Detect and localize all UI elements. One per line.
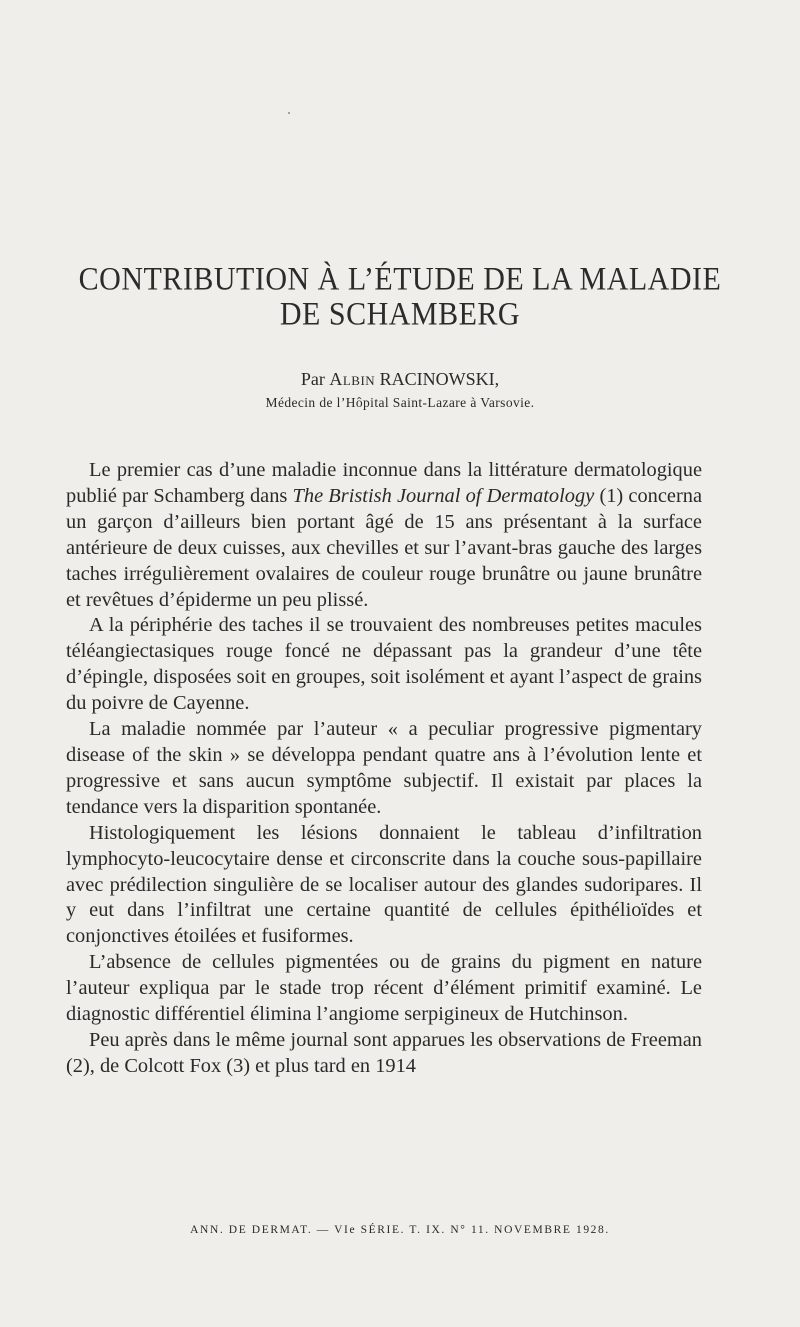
article-title-line-2: DE SCHAMBERG (279, 296, 521, 333)
paragraph-3: La maladie nommée par l’auteur « a peculiar progressive pigmentary disease of the skin » se développa pendant quatre ans à l’évolution lente et progressive et sans aucun symptôme subjectif. Il existait par places la tendance vers la disparition spontanée. (66, 718, 702, 818)
running-footer: ANN. DE DERMAT. — VIe SÉRIE. T. IX. N° 11. NOVEMBRE 1928. (190, 1224, 610, 1236)
author-byline (60, 368, 740, 390)
paragraph-1-text-b: (1) concerna un garçon d’ailleurs bien portant âgé de 15 ans présentant à la surface antérieure de deux cuisses, aux chevilles et sur l’avant-bras gauche des larges taches irrégulièrement ovalaires de couleur rouge brunâtre ou jaune brunâtre et revêtues d’épiderme un peu plissé. (66, 484, 702, 611)
paragraph-1-text-a: Le premier cas d’une maladie inconnue dans la littérature dermatologique publié par Schamberg dans (66, 459, 702, 507)
page-speck (288, 112, 290, 114)
paragraph-2: A la périphérie des taches il se trouvaient des nombreuses petites macules téléangiectasiques rouge foncé ne dépassant pas la grandeur d’une tête d’épingle, disposées soit en groupes, soit isolément et ayant l’aspect de grains du poivre de Cayenne. (66, 614, 702, 715)
paragraph-5: L’absence de cellules pigmentées ou de grains du pigment en nature l’auteur expliqua par le stade trop récent d’élément primitif examiné. Le diagnostic différentiel élimina l’angiome serpigineux de Hutchinson. (66, 951, 702, 1026)
article-title-line-1: CONTRIBUTION À L’ÉTUDE DE LA MALADIE (78, 261, 722, 298)
article-body (66, 458, 702, 1080)
journal-title: The Bristish Journal of Dermatology (292, 484, 595, 507)
author-last-name: RACINOWSKI, (379, 369, 500, 389)
paragraph-4: Histologiquement les lésions donnaient le tableau d’infiltration lymphocyto-leucocytaire dense et circonscrite dans la couche sous-papillaire avec prédilection singulière de se localiser autour des glandes sudoripares. Il y eut dans l’infiltrat une certaine quantité de cellules épithélioïdes et conjonctives étoilées et fusiformes. (66, 821, 702, 948)
byline-prefix: Par (300, 369, 325, 389)
paragraph-1 (66, 458, 702, 613)
paragraph-6: Peu après dans le même journal sont apparues les observations de Freeman (2), de Colcott Fox (3) et plus tard en 1914 (66, 1028, 702, 1077)
author-first-name: Albin (329, 369, 376, 389)
author-affiliation: Médecin de l’Hôpital Saint-Lazare à Varsovie. (265, 395, 535, 410)
